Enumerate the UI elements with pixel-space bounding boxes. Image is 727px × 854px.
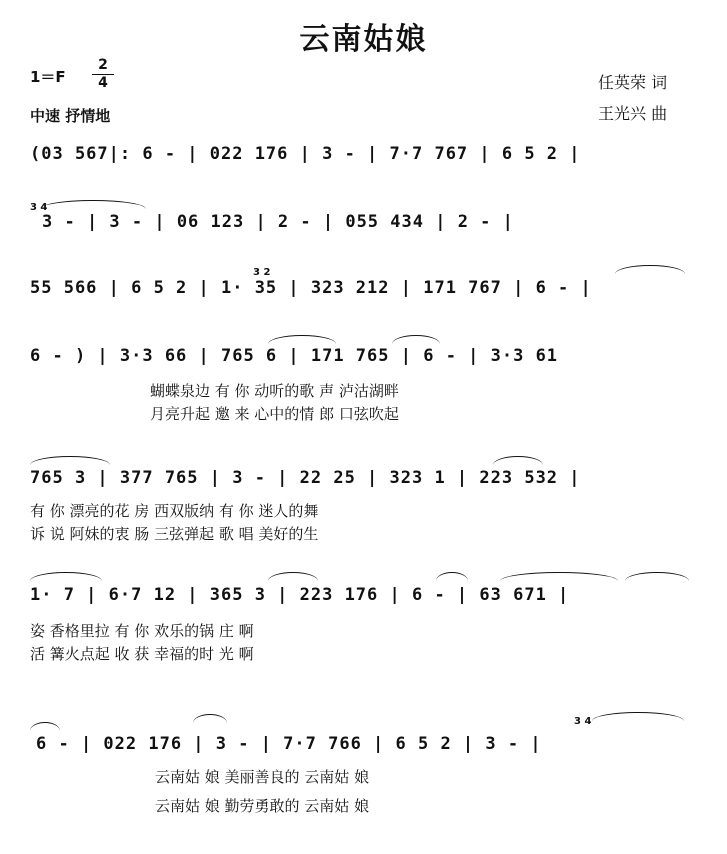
time-signature-bottom: 4 bbox=[98, 75, 108, 91]
slur bbox=[193, 714, 227, 723]
lyrics-row-6-verse-2: 活 篝火点起 收 获 幸福的时 光 啊 bbox=[30, 645, 254, 663]
slur bbox=[392, 335, 440, 344]
slur bbox=[268, 572, 318, 581]
score-row-4-notes: 6 - ) | 3·3 66 | 765 6 | 171 765 | 6 - | 3·3 61 bbox=[30, 346, 559, 366]
slur bbox=[493, 456, 543, 465]
slur bbox=[592, 712, 684, 721]
lyrics-row-6-verse-1: 姿 香格里拉 有 你 欢乐的锅 庄 啊 bbox=[30, 622, 254, 640]
score-row-6-notes: 1· 7 | 6·7 12 | 365 3 | 223 176 | 6 - | 63 671 | bbox=[30, 585, 570, 605]
meter-change-3-4: 3 4 bbox=[30, 202, 48, 213]
score-row-3-notes: 55 566 | 6 5 2 | 1· 35 | 323 212 | 171 767 | 6 - | bbox=[30, 278, 592, 298]
song-title: 云南姑娘 bbox=[299, 22, 428, 57]
lyrics-row-4-verse-2: 月亮升起 邀 来 心中的情 郎 口弦吹起 bbox=[150, 405, 399, 423]
lyrics-row-5-verse-2: 诉 说 阿妹的衷 肠 三弦弹起 歌 唱 美好的生 bbox=[30, 525, 319, 543]
meter-change-3-2: 3 2 bbox=[253, 267, 271, 278]
composer-credit: 王光兴 曲 bbox=[598, 104, 668, 123]
time-signature-top: 2 bbox=[98, 57, 108, 73]
score-row-1-notes: (03 567|: 6 - | 022 176 | 3 - | 7·7 767 | 6 5 2 | bbox=[30, 144, 581, 164]
slur bbox=[436, 572, 468, 581]
lyricist-credit: 任英荣 词 bbox=[598, 73, 668, 92]
slur bbox=[30, 572, 102, 581]
lyrics-row-5-verse-1: 有 你 漂亮的花 房 西双版纳 有 你 迷人的舞 bbox=[30, 502, 319, 520]
key-signature: 1＝F bbox=[30, 68, 66, 86]
score-row-2-notes: 3 - | 3 - | 06 123 | 2 - | 055 434 | 2 - | bbox=[42, 212, 514, 232]
slur bbox=[615, 265, 685, 274]
slur bbox=[625, 572, 689, 581]
slur bbox=[30, 456, 110, 465]
slur bbox=[40, 200, 146, 209]
lyrics-row-4-verse-1: 蝴蝶泉边 有 你 动听的歌 声 泸沽湖畔 bbox=[150, 382, 399, 400]
lyrics-row-7-verse-2: 云南姑 娘 勤劳勇敢的 云南姑 娘 bbox=[155, 797, 370, 815]
score-row-7-notes: 6 - | 022 176 | 3 - | 7·7 766 | 6 5 2 | 3 - | bbox=[36, 734, 542, 754]
tempo-marking: 中速 抒情地 bbox=[30, 107, 111, 125]
score-row-5-notes: 765 3 | 377 765 | 3 - | 22 25 | 323 1 | 223 532 | bbox=[30, 468, 581, 488]
lyrics-row-7-verse-1: 云南姑 娘 美丽善良的 云南姑 娘 bbox=[155, 768, 370, 786]
meter-change-3-4-end: 3 4 bbox=[574, 716, 592, 727]
slur bbox=[268, 335, 336, 344]
slur bbox=[30, 722, 60, 731]
time-signature bbox=[92, 58, 114, 91]
slur bbox=[500, 572, 618, 581]
